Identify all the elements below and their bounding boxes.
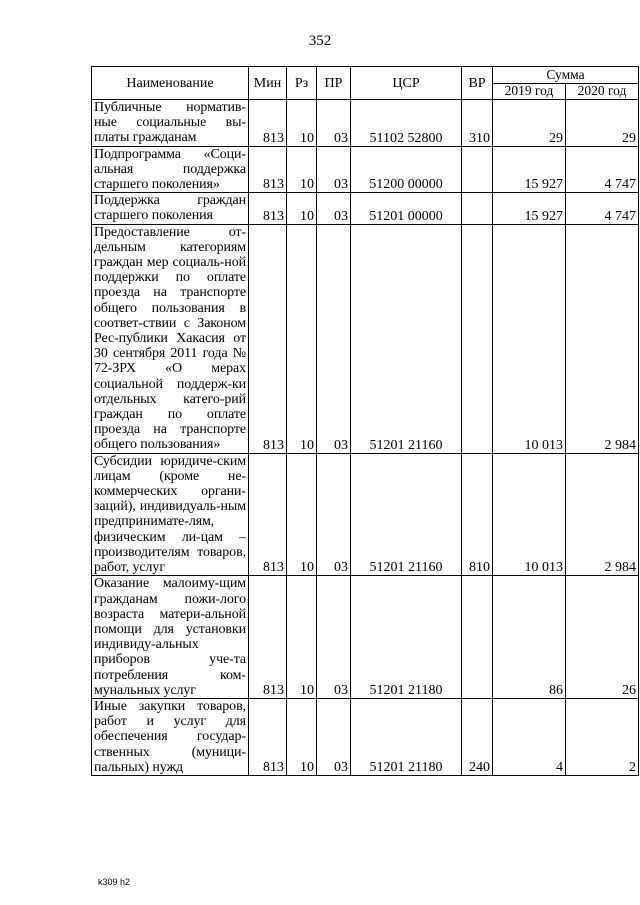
cell-min: 813 [249,146,287,193]
cell-name: Предоставление от-дельным категориям граждан мер социаль-ной поддержки по оплате проезда на транспорте общего пользования в соответ-ствии с Законом Рес-публики Хакасия от 30 сентября 2011 года № 72-ЗРХ «О мерах социальной поддерж-ки отдельных катего-рий граждан по оплате проезда на транспорте общего пользования» [92,224,249,453]
cell-min: 813 [249,576,287,699]
table-row [92,698,639,775]
cell-sum-2019: 29 [493,100,566,147]
table-row [92,453,639,576]
cell-csr: 51201 00000 [351,193,462,224]
cell-pr: 03 [317,576,351,699]
cell-pr: 03 [317,224,351,453]
cell-sum-2020: 2 984 [566,224,639,453]
cell-sum-2020: 4 747 [566,146,639,193]
cell-csr: 51201 21180 [351,698,462,775]
budget-table [91,66,639,776]
table-body [92,100,639,776]
header-rz: Рз [287,67,317,100]
cell-min: 813 [249,193,287,224]
cell-csr: 51200 00000 [351,146,462,193]
cell-pr: 03 [317,698,351,775]
header-name: Наименование [92,67,249,100]
cell-vr [462,193,493,224]
cell-vr: 310 [462,100,493,147]
cell-csr: 51201 21160 [351,453,462,576]
cell-vr: 240 [462,698,493,775]
page-number: 352 [308,33,332,49]
cell-csr: 51201 21160 [351,224,462,453]
cell-rz: 10 [287,193,317,224]
cell-min: 813 [249,453,287,576]
cell-sum-2019: 15 927 [493,146,566,193]
footer-code: k309 h2 [98,877,131,887]
table-row [92,100,639,147]
cell-sum-2019: 4 [493,698,566,775]
cell-rz: 10 [287,224,317,453]
cell-vr [462,224,493,453]
cell-sum-2020: 4 747 [566,193,639,224]
cell-sum-2020: 2 984 [566,453,639,576]
cell-sum-2020: 2 [566,698,639,775]
cell-rz: 10 [287,100,317,147]
cell-vr [462,146,493,193]
cell-sum-2019: 10 013 [493,224,566,453]
cell-sum-2019: 15 927 [493,193,566,224]
header-year-2019: 2019 год [493,83,566,100]
cell-pr: 03 [317,146,351,193]
cell-sum-2020: 29 [566,100,639,147]
cell-name: Публичные норматив-ные социальные вы-платы гражданам [92,100,249,147]
cell-pr: 03 [317,453,351,576]
table-row [92,146,639,193]
cell-sum-2019: 10 013 [493,453,566,576]
cell-name: Поддержка граждан старшего поколения [92,193,249,224]
cell-name: Иные закупки товаров, работ и услуг для обеспечения государ-ственных (муници-пальных) нужд [92,698,249,775]
table-row [92,576,639,699]
header-sum: Сумма [493,67,639,84]
cell-rz: 10 [287,453,317,576]
header-year-2020: 2020 год [566,83,639,100]
header-vr: ВР [462,67,493,100]
cell-sum-2020: 26 [566,576,639,699]
header-pr: ПР [317,67,351,100]
cell-name: Подпрограмма «Соци-альная поддержка старшего поколения» [92,146,249,193]
cell-rz: 10 [287,576,317,699]
cell-name: Субсидии юридиче-ским лицам (кроме не-коммерческих органи-заций), индивидуаль-ным предпринимате-лям, физическим ли-цам – производителям товаров, работ, услуг [92,453,249,576]
cell-vr [462,576,493,699]
cell-min: 813 [249,100,287,147]
cell-min: 813 [249,698,287,775]
table-row [92,224,639,453]
header-min: Мин [249,67,287,100]
cell-pr: 03 [317,193,351,224]
cell-rz: 10 [287,146,317,193]
cell-sum-2019: 86 [493,576,566,699]
cell-name: Оказание малоиму-щим гражданам пожи-лого возраста матери-альной помощи для установки индивиду-альных приборов уче-та потребления ком-мунальных услуг [92,576,249,699]
cell-csr: 51102 52800 [351,100,462,147]
cell-csr: 51201 21180 [351,576,462,699]
cell-min: 813 [249,224,287,453]
cell-rz: 10 [287,698,317,775]
header-csr: ЦСР [351,67,462,100]
cell-pr: 03 [317,100,351,147]
cell-vr: 810 [462,453,493,576]
table-row [92,193,639,224]
